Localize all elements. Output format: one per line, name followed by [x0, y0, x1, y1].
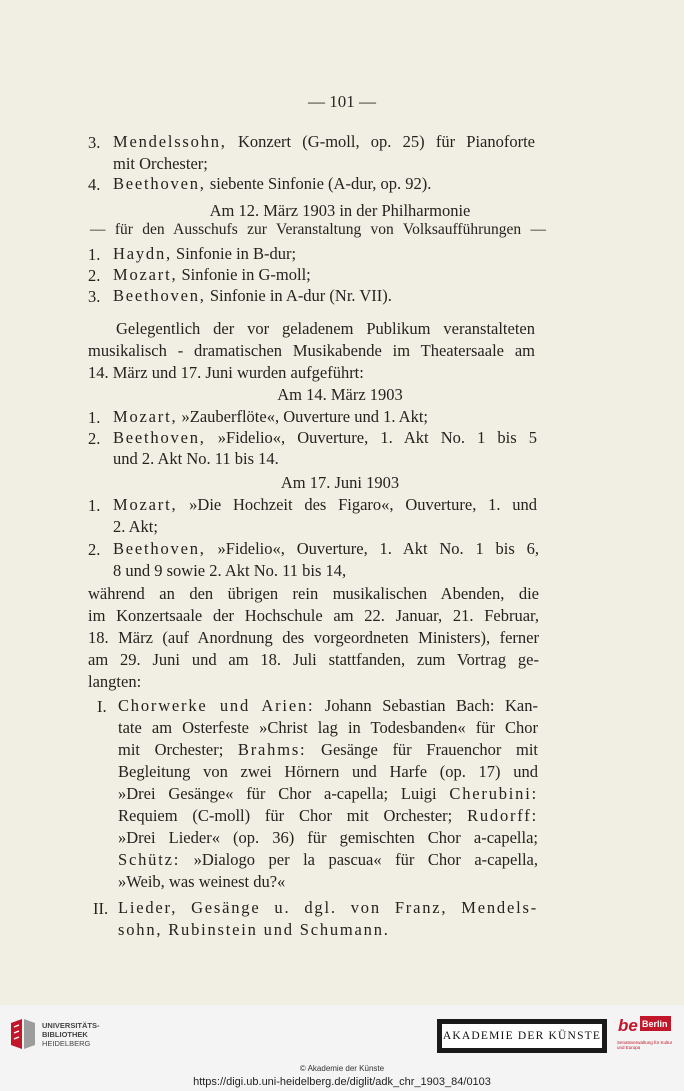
list-item-number: 2. — [88, 540, 101, 559]
list-item — [113, 131, 535, 153]
list-item-number: 1. — [88, 496, 101, 515]
composer-name: Beethoven, — [113, 174, 206, 193]
concert-heading: Am 17. Juni 1903 — [280, 473, 400, 492]
list-item — [113, 264, 311, 286]
composer-name: Brahms: — [237, 740, 307, 759]
section-numeral: I. — [97, 697, 107, 716]
work-description: Sinfonie in G-moll; — [181, 265, 311, 284]
list-item — [113, 406, 428, 428]
composer-name: Mozart, — [113, 495, 178, 514]
section-line: »Drei Gesänge« für Chor a-capella; Luigi Cherubini: — [118, 784, 538, 803]
composer-name: Mozart, — [113, 407, 178, 426]
list-item-continuation: und 2. Akt No. 11 bis 14. — [113, 449, 279, 468]
composer-name: Cherubini: — [449, 784, 538, 803]
section-line: Chorwerke und Arien: Johann Sebastian Bach: Kan- — [118, 696, 538, 715]
composer-name: Beethoven, — [113, 428, 206, 447]
section-line: »Weib, was weinest du?« — [118, 872, 286, 891]
list-item-number: 2. — [88, 266, 101, 285]
footer — [0, 1005, 684, 1091]
list-item-continuation: 2. Akt; — [113, 517, 158, 536]
genre-heading: Chorwerke und Arien: — [118, 696, 315, 715]
composer-name: Beethoven, — [113, 539, 206, 558]
section-numeral: II. — [93, 899, 109, 918]
be-berlin-logo-icon — [617, 1013, 673, 1037]
akademie-label: AKADEMIE DER KÜNSTE — [441, 1023, 603, 1049]
section-line: mit Orchester; Brahms: Gesänge für Frauenchor mit — [118, 740, 539, 759]
composer-name: Mendelssohn, — [113, 132, 227, 151]
list-item-number: 3. — [88, 133, 101, 152]
paragraph-line: musikalisch - dramatischen Musikabende im Theatersaale am — [88, 341, 535, 360]
copyright-notice: © Akademie der Künste — [299, 1064, 385, 1073]
list-item-continuation: 8 und 9 sowie 2. Akt No. 11 bis 14, — [113, 561, 347, 580]
list-item-number: 3. — [88, 287, 101, 306]
list-item — [113, 427, 537, 449]
concert-subheading: — für den Ausschufs zur Veranstaltung von Volksaufführungen — — [90, 221, 546, 238]
work-description: »Die Hochzeit des Figaro«, Ouverture, 1. und — [189, 495, 538, 514]
list-item — [113, 538, 539, 560]
paragraph-line: während an den übrigen rein musikalischen Abenden, die — [88, 584, 539, 603]
list-item-number: 1. — [88, 245, 101, 264]
work-description: »Fidelio«, Ouverture, 1. Akt No. 1 bis 5 — [217, 428, 538, 447]
section-line: Schütz: »Dialogo per la pascua« für Chor a-capella, — [118, 850, 538, 869]
section-line: »Drei Lieder« (op. 36) für gemischten Chor a-capella; — [118, 828, 538, 847]
section-line: Begleitung von zwei Hörnern und Harfe (op. 17) und — [118, 762, 538, 781]
list-item — [113, 494, 537, 516]
paragraph-line: 18. März (auf Anordnung des vorgeordneten Ministers), ferner — [88, 628, 539, 647]
akademie-logo[interactable] — [437, 1019, 607, 1053]
work-description: »Fidelio«, Ouverture, 1. Akt No. 1 bis 6, — [217, 539, 540, 558]
svg-text:Berlin: Berlin — [642, 1019, 668, 1029]
composer-name: Haydn, — [113, 244, 172, 263]
university-library-logo-icon — [8, 1017, 38, 1053]
paragraph-line: im Konzertsaale der Hochschule am 22. Januar, 21. Februar, — [88, 606, 539, 625]
list-item — [113, 243, 296, 265]
concert-heading: Am 14. März 1903 — [277, 385, 403, 404]
permalink-url[interactable]: https://digi.ub.uni-heidelberg.de/diglit/adk_chr_1903_84/0103 — [193, 1076, 491, 1088]
list-item-number: 1. — [88, 408, 101, 427]
paragraph-line: langten: — [88, 672, 142, 691]
section-line: Lieder, Gesänge u. dgl. von Franz, Mendels- — [118, 898, 538, 917]
paragraph-line: Gelegentlich der vor geladenem Publikum veranstalteten — [116, 319, 535, 338]
section-line: tate am Osterfeste »Christ lag in Todesbanden« für Chor — [118, 718, 538, 737]
section-line: sohn, Rubinstein und Schumann. — [118, 920, 390, 939]
composer-name: Schütz: — [118, 850, 181, 869]
paragraph-line: 14. März und 17. Juni wurden aufgeführt: — [88, 363, 364, 382]
page-number: — 101 — — [308, 92, 376, 111]
list-item-number: 4. — [88, 175, 101, 194]
composer-name: Beethoven, — [113, 286, 206, 305]
list-item — [113, 285, 392, 307]
work-description: Konzert (G-moll, op. 25) für Pianoforte — [237, 132, 536, 151]
concert-heading: Am 12. März 1903 in der Philharmonie — [209, 201, 471, 220]
list-item-continuation: mit Orchester; — [113, 154, 208, 173]
work-description: siebente Sinfonie (A-dur, op. 92). — [209, 174, 432, 193]
section-line: Requiem (C-moll) für Chor mit Orchester; Rudorff: — [118, 806, 538, 825]
work-description: Sinfonie in B-dur; — [176, 244, 297, 263]
work-description: Sinfonie in A-dur (Nr. VII). — [209, 286, 392, 305]
be-berlin-subtitle: Senatsverwaltung für Kultur und Europa — [617, 1040, 673, 1050]
list-item — [113, 173, 431, 195]
svg-text:be: be — [618, 1016, 638, 1035]
list-item-number: 2. — [88, 429, 101, 448]
library-name[interactable]: UNIVERSITÄTS- BIBLIOTHEK HEIDELBERG — [42, 1021, 100, 1048]
composer-name: Rudorff: — [467, 806, 538, 825]
work-description: »Zauberflöte«, Ouverture und 1. Akt; — [181, 407, 429, 426]
paragraph-line: am 29. Juni und am 18. Juli stattfanden, zum Vortrag ge- — [88, 650, 539, 669]
composer-name: Mozart, — [113, 265, 178, 284]
